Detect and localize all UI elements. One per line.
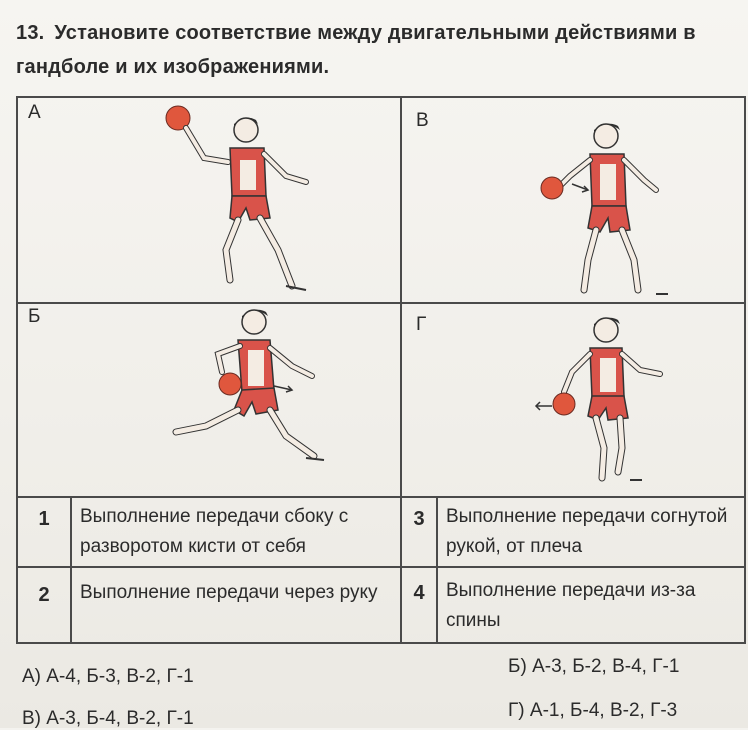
answer-option-a[interactable]: А) А-4, Б-3, В-2, Г-1 — [22, 666, 194, 687]
question-text: Установите соответствие между двигательными действиями в гандболе и их изображениями. — [16, 22, 696, 78]
picture-letter-g: Г — [416, 314, 427, 335]
player-overhead-pass-icon — [146, 100, 316, 300]
description-text-1: Выполнение передачи сбоку с разворотом кисти от себя — [80, 506, 349, 557]
table-border-bottom — [16, 642, 746, 644]
table-divider-num-left — [70, 496, 72, 644]
table-divider-num-right — [436, 496, 438, 644]
table-border-top — [16, 96, 746, 98]
table-border-right — [744, 96, 746, 644]
question-heading — [16, 16, 746, 84]
table-divider-row1 — [16, 302, 746, 304]
answer-option-g[interactable]: Г) А-1, Б-4, В-2, Г-3 — [508, 700, 678, 721]
matching-table — [16, 96, 746, 644]
player-side-pass-icon — [526, 114, 686, 300]
question-number: 13. — [16, 22, 45, 44]
player-bounce-pass-icon — [526, 312, 676, 494]
description-number-4: 4 — [413, 582, 425, 604]
description-number-1: 1 — [38, 508, 50, 530]
picture-letter-v: В — [416, 110, 429, 131]
table-border-left — [16, 96, 18, 644]
description-number-3: 3 — [413, 508, 425, 530]
description-number-2: 2 — [38, 584, 50, 606]
description-text-4: Выполнение передачи из-за спины — [446, 580, 696, 631]
picture-letter-a: А — [28, 102, 41, 123]
table-divider-center — [400, 96, 402, 644]
picture-letter-b: Б — [28, 306, 41, 327]
description-text-2: Выполнение передачи через руку — [80, 582, 378, 603]
table-divider-pictures — [16, 496, 746, 498]
answer-option-b[interactable]: Б) А-3, Б-2, В-4, Г-1 — [508, 656, 680, 677]
description-text-3: Выполнение передачи согнутой рукой, от плеча — [446, 506, 728, 557]
answer-option-v[interactable]: В) А-3, Б-4, В-2, Г-1 — [22, 708, 194, 729]
table-divider-desc — [16, 566, 746, 568]
player-running-behind-back-pass-icon — [146, 306, 346, 494]
